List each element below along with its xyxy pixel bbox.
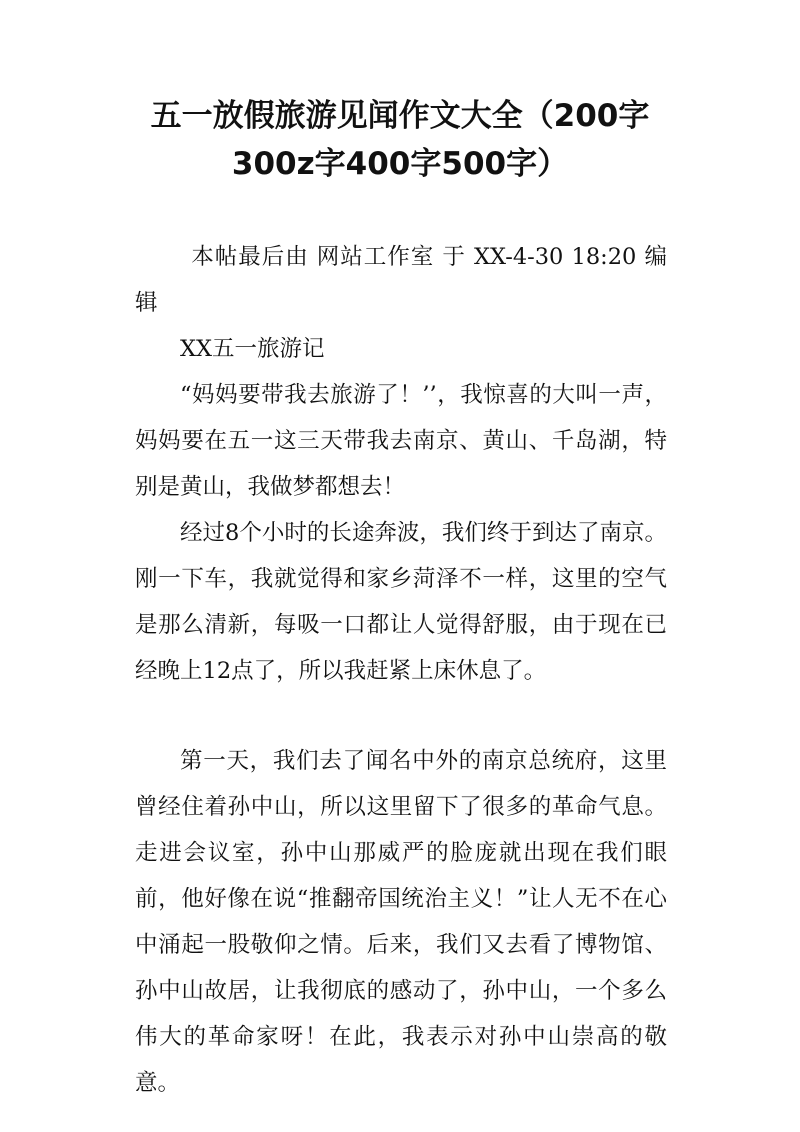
title-line-1: 五一放假旅游见闻作文大全（200字 <box>150 98 650 134</box>
paragraph-2: 经过8个小时的长途奔波，我们终于到达了南京。刚一下车，我就觉得和家乡菏泽不一样，这里的空气是那么清新，每吸一口都让人觉得舒服，由于现在已经晚上12点了，所以我赶紧上床休息了。 <box>135 520 667 684</box>
title-line-2: 300z字400字500字） <box>231 146 569 182</box>
paragraph-3: 第一天，我们去了闻名中外的南京总统府，这里曾经住着孙中山，所以这里留下了很多的革命气息。走进会议室，孙中山那威严的脸庞就出现在我们眼前，他好像在说“推翻帝国统治主义！”让人无不在心中涌起一股敬仰之情。后来，我们又去看了博物馆、孙中山故居，让我彻底的感动了，孙中山，一个多么伟大的革命家呀！在此，我表示对孙中山崇高的敬意。 <box>135 748 667 1096</box>
edit-meta-line: 本帖最后由 网站工作室 于 XX-4-30 18:20 编辑 <box>135 244 667 316</box>
document-body <box>135 234 667 1106</box>
paragraph-1: “妈妈要带我去旅游了！’’，我惊喜的大叫一声，妈妈要在五一这三天带我去南京、黄山、千岛湖，特别是黄山，我做梦都想去！ <box>135 382 667 500</box>
document-title <box>100 92 700 188</box>
article-subtitle: XX五一旅游记 <box>180 336 325 362</box>
